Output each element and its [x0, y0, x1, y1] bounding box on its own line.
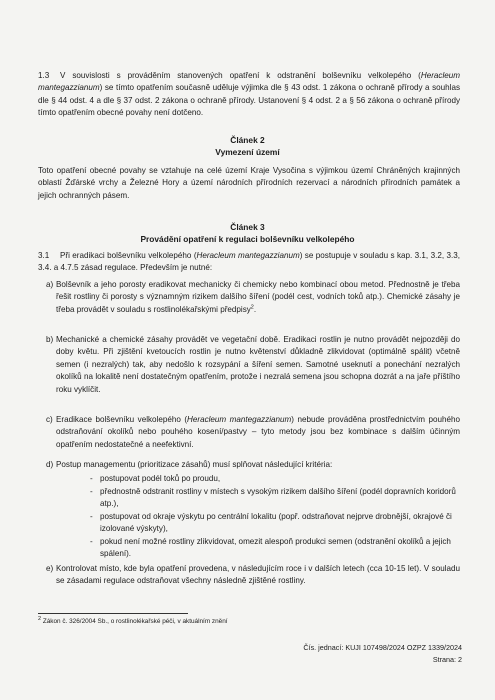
bullet-text: postupovat podél toků po proudu,: [100, 474, 221, 483]
item-label: a): [46, 280, 54, 289]
item-text: Mechanické a chemické zásahy provádět ve vegetační době. Eradikaci rostlin je nutno provádět nejpozději do doby květu. Při zjištění kvetoucích rostlin je nutno květenství důkladně zlikvidovat (optimálně spálit) včetně semen (i nezralých) tak, aby nedošlo k rozsypání a šíření semen. Samotné useknutí a ponechání nezralých okolíků na lokalitě není dostatečným opatřením, protože i nezralá semena jsou schopna dozrát a na jaře příštího roku vyklíčit.: [56, 335, 460, 394]
section-number: 3.1: [38, 251, 50, 260]
article-2-subheading: Vymezení území: [215, 147, 280, 157]
bullet-item: [90, 511, 460, 536]
page-number: Strana: 2: [432, 655, 462, 664]
bullet-item: [90, 486, 460, 511]
article-3-heading: Článek 3: [230, 222, 265, 232]
bullet-text: postupovat od okraje výskytu po centrální lokalitu (popř. odstraňovat nejprve drobnější, okrajové či izolované výskyty),: [100, 512, 452, 534]
item-text: Postup managementu (prioritizace zásahů) musí splňovat následující kritéria:: [56, 460, 333, 469]
item-text-cont: ) nebude prováděna prostřednictvím pouhého odstraňování okolíků nebo pouhého kosení/pastvy – tyto metody jsou bez kombinace s dalším účinným opatřením nedostatečné a neefektivní.: [56, 415, 460, 449]
footnote: [38, 617, 228, 626]
footnote-text: Zákon č. 326/2004 Sb., o rostlinolékařské péči, v aktuálním znění: [42, 618, 228, 625]
list-item-e: [46, 563, 460, 588]
bullet-dash: -: [90, 537, 93, 546]
footnote-mark: 2: [38, 615, 42, 622]
list-item-a: [46, 279, 460, 316]
bullet-item: [90, 473, 460, 485]
item-text: Bolševník a jeho porosty eradikovat mechanicky či chemicky nebo kombinací obou metod. Přednostně je třeba řešit rostliny či porosty s významným rizikem dalšího šíření (podél cest, vodních toků atp.). Chemické zásahy je třeba provádět v souladu s rostlinolékařskými předpisy: [56, 280, 460, 314]
list-item-c: [46, 414, 460, 451]
article-3-subheading: Provádění opatření k regulaci bolševníku velkolepého: [140, 234, 355, 244]
item-text: Kontrolovat místo, kde byla opatření provedena, v následujícím roce i v dalších letech (cca 10-15 let). V souladu se zásadami regulace odstraňovat všechny následně zjištěné rostliny.: [56, 564, 460, 586]
list-item-d: [46, 459, 460, 471]
footnote-ref: 2: [250, 304, 254, 311]
bullet-dash: -: [90, 512, 93, 521]
latin-name: Heracleum mantegazzianum: [187, 415, 292, 424]
section-text: V souvislosti s prováděním stanovených opatření k odstranění bolševníku velkolepého (: [60, 71, 421, 80]
section-number: 1.3: [38, 71, 50, 80]
latin-name: Heracleum mantegazzianum: [196, 251, 300, 260]
section-text-cont: ) se tímto opatřením současně uděluje výjimka dle § 43 odst. 1 zákona o ochraně přírody a souhlas dle § 44 odst. 4 a dle § 37 odst. 2 zákona o ochraně přírody. Ustanovení § 4 odst. 2 a § 56 zákona o ochraně přírody tímto opatřením obecné povahy není dotčeno.: [38, 83, 460, 117]
section-text-cont: ) se postupuje v souladu s kap. 3.1, 3.2, 3.3, 3.4. a 4.7.5 zásad regulace. Především je nutné:: [38, 251, 460, 273]
bullet-text: přednostně odstranit rostliny v místech s vysokým rizikem dalšího šíření (podél dopravních koridorů atp.),: [100, 487, 456, 509]
article-2-heading: Článek 2: [230, 135, 265, 145]
item-label: b): [46, 335, 54, 344]
list-item-b: [46, 334, 460, 396]
article-2-text: Toto opatření obecné povahy se vztahuje na celé území Kraje Vysočina s výjimkou území Chráněných krajinných oblastí Žďárské vrchy a Železné Hory a území národních přírodních rezervací a národních přírodních památek a jejich ochranných pásem.: [38, 166, 460, 200]
bullet-dash: -: [90, 474, 93, 483]
bullet-text: pokud není možné rostliny zlikvidovat, omezit alespoň produkci semen (odstranění okolíků a jejich spálení).: [100, 537, 451, 559]
bullet-dash: -: [90, 487, 93, 496]
reference-number: Čís. jednací: KUJI 107498/2024 OZPZ 1339/2024: [303, 643, 462, 652]
item-label: c): [46, 415, 53, 424]
item-label: d): [46, 460, 54, 469]
item-text-end: .: [253, 304, 257, 314]
section-3-1: [38, 250, 460, 275]
item-label: e): [46, 564, 54, 573]
item-text: Eradikace bolševníku velkolepého (: [56, 415, 188, 424]
bullet-item: [90, 536, 460, 561]
section-1-3: [38, 70, 460, 119]
latin-name: Heracleum mantegazzianum: [38, 71, 460, 93]
section-text: Při eradikaci bolševníku velkolepého (: [60, 251, 197, 260]
footnote-divider: [38, 613, 188, 614]
